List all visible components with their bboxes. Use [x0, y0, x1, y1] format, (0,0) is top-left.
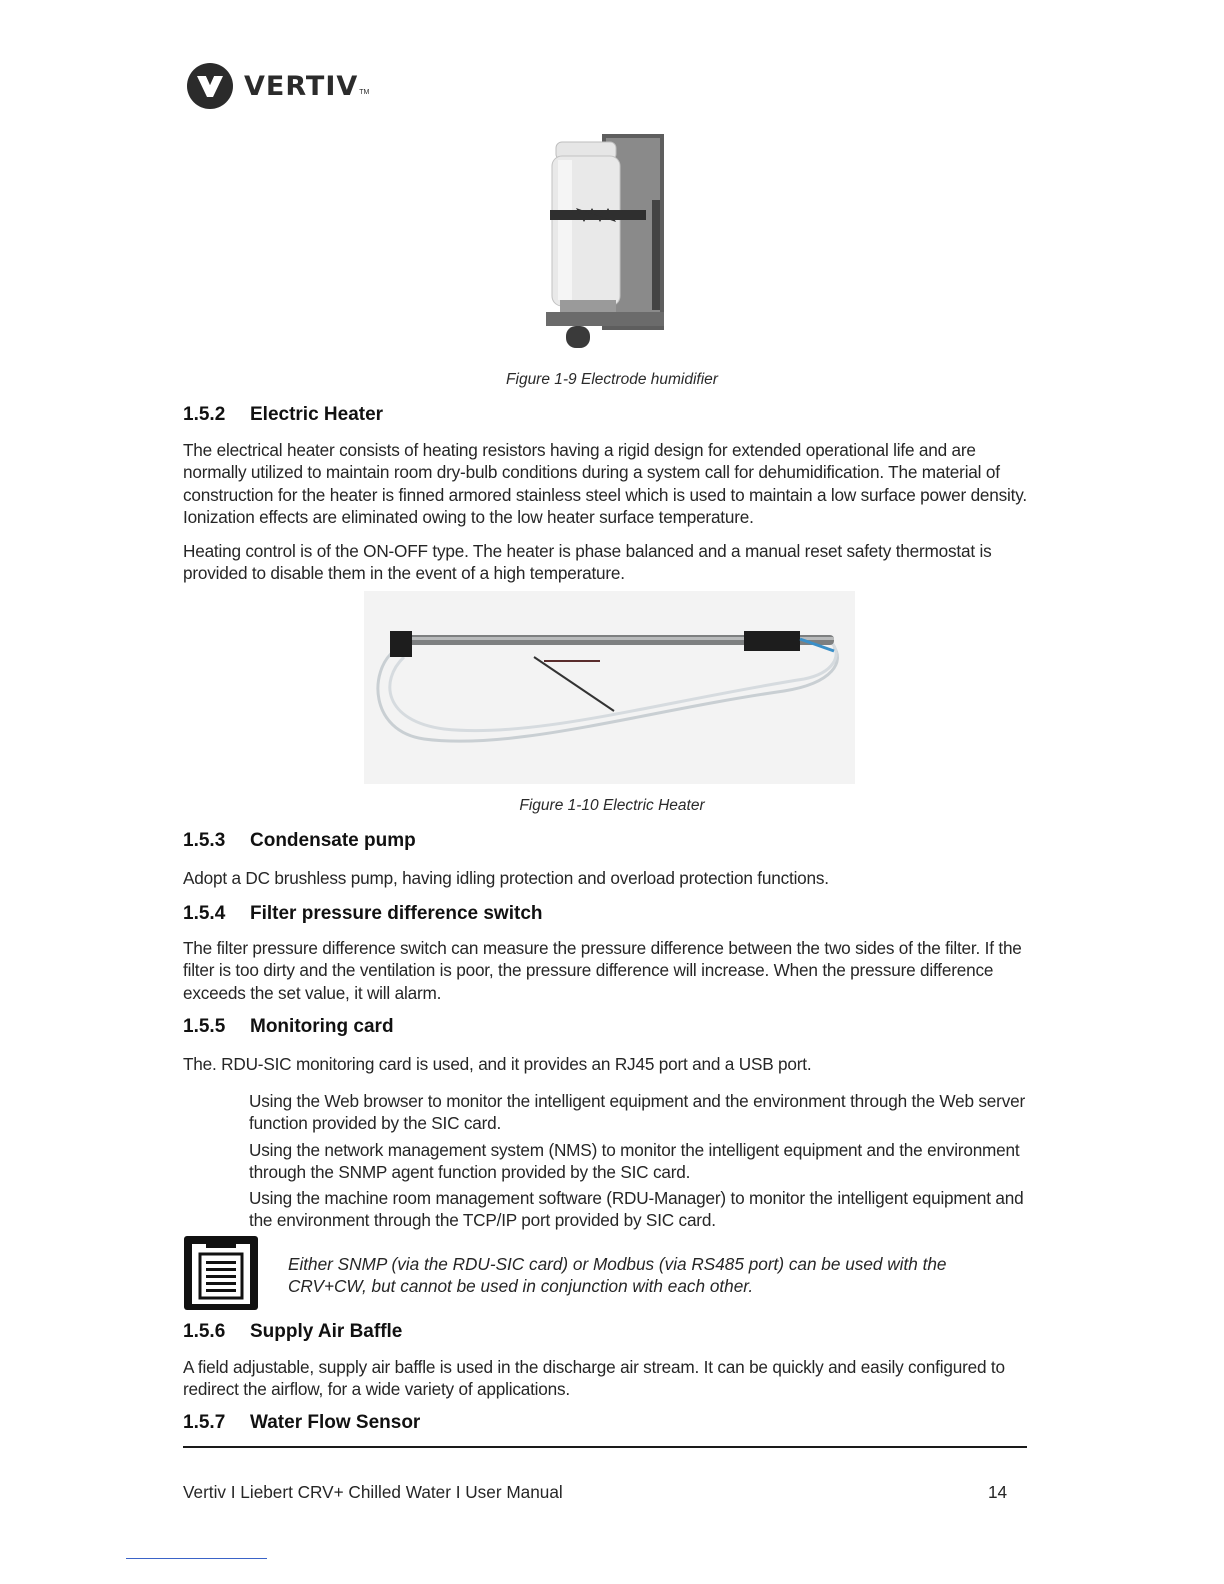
section-heading	[183, 1016, 394, 1038]
section-number: 1.5.5	[183, 1016, 226, 1037]
section-title: Condensate pump	[250, 830, 416, 851]
vertiv-logo-icon	[186, 62, 234, 110]
section-title: Monitoring card	[250, 1016, 394, 1037]
paragraph: The filter pressure difference switch can measure the pressure difference between the two sides of the filter. If the filter is too dirty and the ventilation is poor, the pressure difference will increase. When the pressure difference exceeds the set value, it will alarm.	[183, 938, 1022, 1003]
section-number: 1.5.3	[183, 830, 226, 851]
footer-rule	[183, 1446, 1027, 1448]
paragraph: The electrical heater consists of heating resistors having a rigid design for extended operational life and are normally utilized to maintain room dry-bulb conditions during a system call for dehumidification. The material of construction for the heater is finned armored stainless steel which is used to maintain a low surface power density. Ionization effects are eliminated owing to the low heater surface temperature.	[183, 440, 1027, 527]
note-icon	[182, 1234, 260, 1312]
page-number: 14	[988, 1482, 1008, 1502]
note-text: Either SNMP (via the RDU-SIC card) or Modbus (via RS485 port) can be used with the CRV+CW, but cannot be used in conjunction with each other.	[288, 1254, 947, 1297]
list-item: Using the network management system (NMS) to monitor the intelligent equipment and the environment through the SNMP agent function provided by the SIC card.	[249, 1139, 1020, 1182]
section-heading	[183, 830, 416, 852]
section-title: Supply Air Baffle	[250, 1321, 403, 1342]
section-heading	[183, 1412, 420, 1434]
footer-title: Vertiv I Liebert CRV+ Chilled Water I User Manual	[183, 1482, 563, 1502]
bottom-underline	[126, 1558, 267, 1559]
section-number: 1.5.2	[183, 404, 226, 425]
list-item: Using the machine room management software (RDU-Manager) to monitor the intelligent equipment and the environment through the TCP/IP port provided by SIC card.	[249, 1188, 1024, 1231]
paragraph: Adopt a DC brushless pump, having idling protection and overload protection functions.	[183, 868, 829, 888]
paragraph: A field adjustable, supply air baffle is used in the discharge air stream. It can be quickly and easily configured to redirect the airflow, for a wide variety of applications.	[183, 1357, 1005, 1400]
trademark: TM	[359, 89, 370, 96]
section-number: 1.5.6	[183, 1321, 226, 1342]
figure-caption: Figure 1-9 Electrode humidifier	[506, 371, 718, 388]
list-item: Using the Web browser to monitor the intelligent equipment and the environment through the Web server function provided by the SIC card.	[249, 1091, 1025, 1134]
section-title: Filter pressure difference switch	[250, 903, 543, 924]
bullet-list	[249, 1090, 1039, 1236]
section-number: 1.5.4	[183, 903, 226, 924]
section-number: 1.5.7	[183, 1412, 226, 1433]
vertiv-logo	[186, 62, 369, 110]
section-heading	[183, 903, 543, 925]
section-title: Water Flow Sensor	[250, 1412, 421, 1433]
paragraph: The. RDU-SIC monitoring card is used, and it provides an RJ45 port and a USB port.	[183, 1054, 812, 1074]
electrode-humidifier-image	[540, 130, 670, 358]
section-heading	[183, 1321, 402, 1343]
figure-caption: Figure 1-10 Electric Heater	[519, 797, 705, 814]
section-heading	[183, 404, 383, 426]
section-title: Electric Heater	[250, 404, 384, 425]
electric-heater-image	[364, 591, 855, 784]
vertiv-wordmark: VERTIV	[244, 70, 359, 102]
paragraph: Heating control is of the ON-OFF type. The heater is phase balanced and a manual reset safety thermostat is provided to disable them in the event of a high temperature.	[183, 541, 992, 584]
